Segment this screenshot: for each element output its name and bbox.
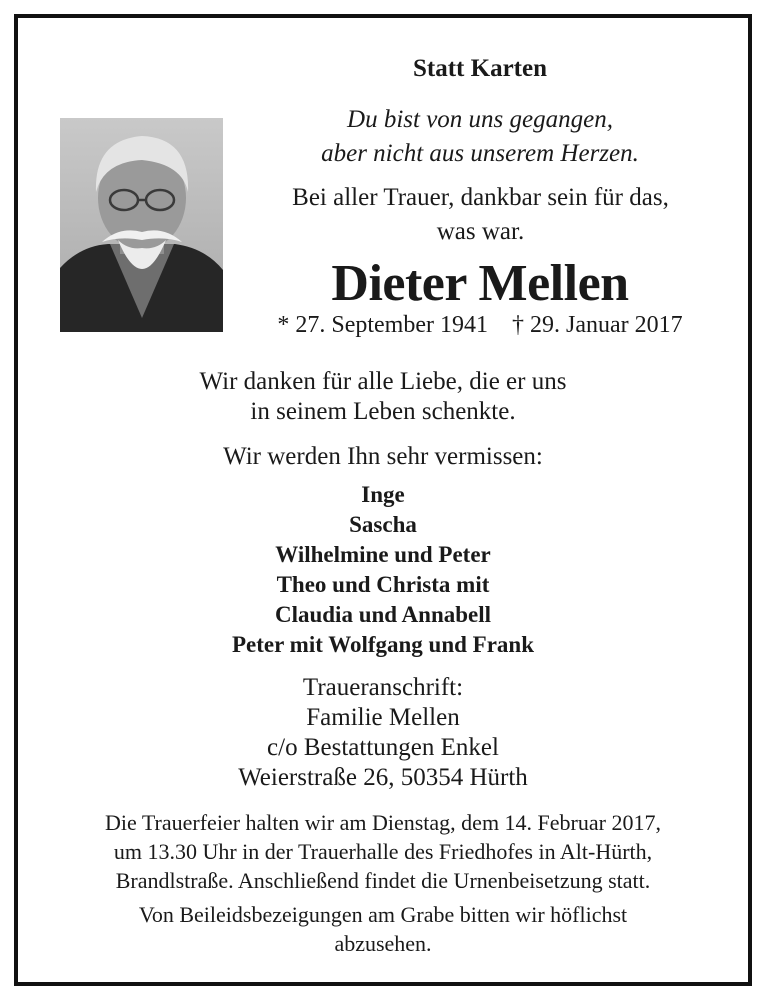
address-line: Familie Mellen [306, 704, 460, 731]
thanks-line: Wir danken für alle Liebe, die er uns [199, 368, 567, 395]
header-statt-karten: Statt Karten [413, 55, 547, 82]
condolence-note [30, 900, 736, 958]
ceremony-line: um 13.30 Uhr in der Trauerhalle des Friedhofes in Alt-Hürth, [113, 839, 653, 864]
mourner-name: Inge [361, 482, 405, 507]
ceremony-details [30, 808, 736, 895]
birth-date: * 27. September 1941 [277, 312, 488, 338]
thanks-line: in seinem Leben schenkte. [250, 398, 516, 425]
mourners-list [150, 480, 616, 660]
condolence-line: abzusehen. [334, 931, 432, 956]
condolence-line: Von Beileidsbezeigungen am Grabe bitten wir höflichst [138, 902, 628, 927]
ceremony-line: Die Trauerfeier halten wir am Dienstag, dem 14. Februar 2017, [105, 810, 661, 835]
portrait-illustration [60, 118, 223, 332]
quote-line: aber nicht aus unserem Herzen. [321, 140, 639, 167]
deceased-name: Dieter Mellen [331, 255, 629, 312]
mourner-name: Wilhelmine und Peter [275, 542, 491, 567]
gratitude-text [248, 181, 713, 249]
mourning-address [150, 673, 616, 793]
life-dates [250, 312, 710, 339]
mourner-name: Sascha [349, 512, 417, 537]
mourner-name: Peter mit Wolfgang und Frank [232, 632, 534, 657]
mourner-name: Theo und Christa mit [276, 572, 490, 597]
memorial-quote [265, 103, 695, 171]
address-line: c/o Bestattungen Enkel [267, 734, 499, 761]
mourner-name: Claudia und Annabell [274, 602, 492, 627]
ceremony-line: Brandlstraße. Anschließend findet die Urnenbeisetzung statt. [115, 868, 651, 893]
thanks-text [150, 367, 616, 427]
quote-line: Du bist von uns gegangen, [347, 106, 613, 133]
portrait-photo [60, 118, 223, 332]
gratitude-line: was war. [436, 218, 525, 245]
gratitude-line: Bei aller Trauer, dankbar sein für das, [292, 184, 669, 211]
miss-heading: Wir werden Ihn sehr vermissen: [223, 443, 543, 470]
address-line: Traueranschrift: [302, 674, 464, 701]
address-line: Weierstraße 26, 50354 Hürth [238, 764, 528, 791]
death-date: † 29. Januar 2017 [512, 312, 683, 338]
